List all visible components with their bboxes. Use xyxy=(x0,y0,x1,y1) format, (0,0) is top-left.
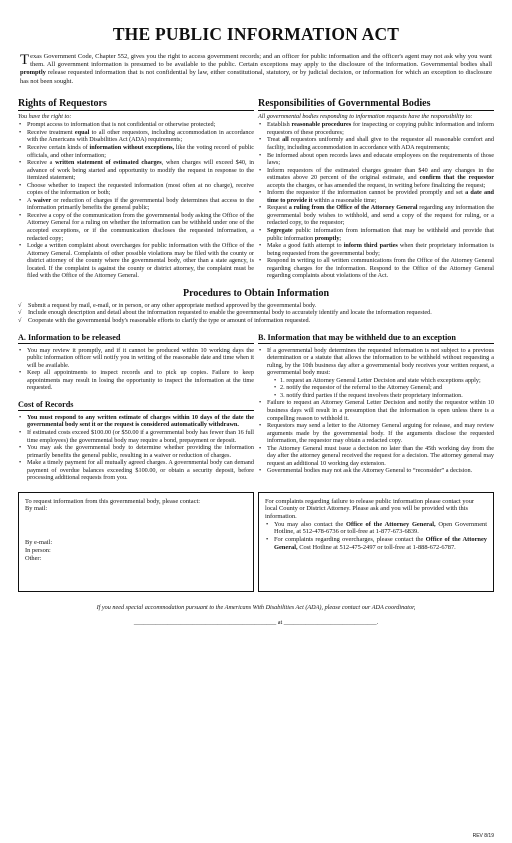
cost-item: • Make a timely payment for all mutually agreed charges. A governmental body can demand payment of overdue balances exceeding $100.00, or obtain a security deposit, before processing additional requests from you. xyxy=(18,459,254,482)
rights-responsibilities-section xyxy=(18,98,494,280)
rights-column xyxy=(18,98,254,280)
responsibility-item: • Be informed about open records laws and educate employees on the requirements of those laws; xyxy=(258,152,494,167)
responsibilities-subheading: All governmental bodies responding to information requests have the responsibility to: xyxy=(258,112,473,120)
responsibility-item: • Inform the requestor if the information cannot be provided promptly and set a date and time to provide it within a reasonable time; xyxy=(258,189,494,204)
withheld-item: • The Attorney General must issue a decision no later than the 45th working day from the day after the attorney general received the request for a decision. The attorney general may request an additional 10 working day extension. xyxy=(258,445,494,468)
released-item: • Keep all appointments to inspect records and to pick up copies. Failure to keep appointments may result in losing the opportunity to inspect the information at the time requested. xyxy=(18,369,254,392)
rights-item: • Receive treatment equal to all other requestors, including accommodation in accordance with the Americans with Disabilities Act (ADA) requirements; xyxy=(18,129,254,144)
complaint-box xyxy=(258,492,494,592)
responsibility-item: • Request a ruling from the Office of the Attorney General regarding any information the governmental body wishes to withhold, and send a copy of the request for ruling, or a redacted copy, to the requestor; xyxy=(258,204,494,227)
contact-by-email-label: By e-mail: xyxy=(25,539,53,547)
rights-item: • A waiver or reduction of charges if the governmental body determines that access to the information primarily benefits the general public; xyxy=(18,197,254,212)
withheld-list xyxy=(258,347,494,475)
procedures-list xyxy=(18,302,494,325)
withheld-item xyxy=(258,347,494,400)
release-withheld-section xyxy=(18,333,494,482)
complaint-item: • For complaints regarding overcharges, please contact the Office of the Attorney General, Cost Hotline at 512-475-2497 or toll-free at 1-888-672-6787. xyxy=(265,536,487,551)
ada-contact-line: ______________________________________________ at ______________________________. xyxy=(133,618,379,626)
rights-heading: Rights of Requestors xyxy=(18,98,254,111)
intro-drop-cap: T xyxy=(20,52,30,68)
intro-text: exas Government Code, Chapter 552, gives you the right to access government records; and an officer for public information and the officer's agent may not ask why you want them. All government information is presumed to be available to the public. Certain exceptions may apply to the disclosure of the information. Governmental bodies shall xyxy=(30,53,492,69)
responsibilities-heading: Responsibilities of Governmental Bodies xyxy=(258,98,494,111)
released-item: • You may review it promptly, and if it cannot be produced within 10 working days the public information officer will notify you in writing of the reasonable date and time when it will be available. xyxy=(18,347,254,370)
responsibilities-list xyxy=(258,121,494,279)
responsibility-item: • Establish reasonable procedures for inspecting or copying public information and inform requestors of these procedures; xyxy=(258,121,494,136)
contact-by-mail-label: By mail: xyxy=(25,505,48,513)
withheld-subitem: • 3. notify third parties if the request involves their proprietary information. xyxy=(273,392,494,400)
contact-boxes xyxy=(18,492,494,592)
cost-list xyxy=(18,414,254,482)
cost-item: • You must respond to any written estimate of charges within 10 days of the date the governmental body sent it or the request is considered automatically withdrawn. xyxy=(18,414,254,429)
release-column xyxy=(18,333,254,482)
ada-at-label: at xyxy=(277,618,283,626)
withheld-item: • Failure to request an Attorney General Letter Decision and notify the requestor within 10 business days will result in a presumption that the information is open unless there is a compelling reason to withhold it. xyxy=(258,399,494,422)
rights-item: • Lodge a written complaint about overcharges for public information with the Office of the Attorney General. Complaints of other possible violations may be filed with the county or district attorney of the county where the governmental body, other than a state agency, is located. If the complaint is against the county or district attorney, the complaint must be filed with the Office of the Attorney General. xyxy=(18,242,254,280)
contact-intro: To request information from this governmental body, please contact: xyxy=(25,497,201,505)
intro-paragraph xyxy=(20,53,492,86)
responsibility-item: • Make a good faith attempt to inform third parties when their proprietary information is being requested from the governmental body; xyxy=(258,242,494,257)
revision-label: REV 8/19 xyxy=(472,833,494,839)
page-title: THE PUBLIC INFORMATION ACT xyxy=(112,24,400,44)
procedure-item: √ Include enough description and detail about the information requested to enable the governmental body to accurately identify and locate the information requested. xyxy=(18,309,494,317)
withheld-heading: B. Information that may be withheld due to an exception xyxy=(258,333,494,344)
withheld-subitem: • 1. request an Attorney General Letter Decision and state which exceptions apply; xyxy=(273,377,494,385)
responsibility-item: • Inform requestors of the estimated charges greater than $40 and any changes in the estimates above 20 percent of the original estimate, and confirm that the requestor accepts the charges, or has amended the request, in writing before finalizing the request; xyxy=(258,167,494,190)
intro-text-after: release requested information that is not confidential by law, either constitutional, statutory, or by judicial decision, or information for which an exception to disclosure has not been sought. xyxy=(20,69,492,85)
withheld-item: • Governmental bodies may not ask the Attorney General to “reconsider” a decision. xyxy=(258,467,494,475)
rights-subheading: You have the right to: xyxy=(18,112,72,120)
released-heading: A. Information to be released xyxy=(18,333,254,344)
intro-bold-word: promptly xyxy=(20,69,46,77)
complaint-item: • You may also contact the Office of the Attorney General, Open Government Hotline, at 512-478-6736 or toll-free at 1-877-673-6839. xyxy=(265,521,487,536)
contact-box xyxy=(18,492,254,592)
withheld-column xyxy=(258,333,494,482)
cost-item: • If estimated costs exceed $100.00 (or $50.00 if a governmental body has fewer than 16 full time employees) the governmental body may require a bond, prepayment or deposit. xyxy=(18,429,254,444)
procedures-heading: Procedures to Obtain Information xyxy=(182,287,329,299)
procedure-item: √ Submit a request by mail, e-mail, or in person, or any other appropriate method approved by the governmental body. xyxy=(18,302,494,310)
procedure-item: √ Cooperate with the governmental body's reasonable efforts to clarify the type or amount of information requested. xyxy=(18,317,494,325)
withheld-item-text: If a governmental body determines the requested information is not subject to a previous determination or a statute that allows the information to be withheld without requesting a ruling, by the 10th business day after a governmental body receives your written request, a governmental body must: xyxy=(267,346,494,377)
responsibility-item: • Treat all requestors uniformly and shall give to the requestor all reasonable comfort and facility, including accommodation in accordance with ADA requirements; xyxy=(258,136,494,151)
cost-heading: Cost of Records xyxy=(18,400,254,411)
complaint-list xyxy=(265,521,487,551)
rights-item: • Prompt access to information that is not confidential or otherwise protected; xyxy=(18,121,254,129)
rights-item: • Choose whether to inspect the requested information (most often at no charge), receive copies of the information or both; xyxy=(18,182,254,197)
complaint-intro: For complaints regarding failure to release public information please contact your local County or District Attorney. Please ask and you will be provided with this information. xyxy=(265,497,475,521)
withheld-item: • Requestors may send a letter to the Attorney General arguing for release, and may review arguments made by the governmental body. If the arguments disclose the requested information, the requestor may obtain a redacted copy. xyxy=(258,422,494,445)
rights-item: • Receive certain kinds of information without exceptions, like the voting record of public officials, and other information; xyxy=(18,144,254,159)
withheld-subitems xyxy=(267,377,494,400)
withheld-subitem: • 2. notify the requestor of the referral to the Attorney General; and xyxy=(273,384,494,392)
rights-list xyxy=(18,121,254,279)
contact-other-label: Other: xyxy=(25,554,42,562)
responsibilities-column xyxy=(258,98,494,280)
rights-item: • Receive a copy of the communication from the governmental body asking the Office of the Attorney General for a ruling on whether the information can be withheld under one of the accepted exceptions, or if the communication discloses the requested information, a redacted copy; xyxy=(18,212,254,242)
cost-item: • You may ask the governmental body to determine whether providing the information primarily benefits the general public, resulting in a waiver or reduction of charges. xyxy=(18,444,254,459)
responsibility-item: • Respond in writing to all written communications from the Office of the Attorney General regarding charges for the information. Respond to the Office of the Attorney General regarding complaints about violations of the Act. xyxy=(258,257,494,280)
released-list xyxy=(18,347,254,392)
ada-note: If you need special accommodation pursuant to the Americans With Disabilities Act (ADA), please contact our ADA coordinator, xyxy=(96,603,416,611)
contact-in-person-label: In person: xyxy=(25,546,51,554)
rights-item: • Receive a written statement of estimated charges, when charges will exceed $40, in advance of work being started and opportunity to modify the request in response to the itemized statement; xyxy=(18,159,254,182)
responsibility-item: • Segregate public information from information that may be withheld and provide that public information promptly; xyxy=(258,227,494,242)
